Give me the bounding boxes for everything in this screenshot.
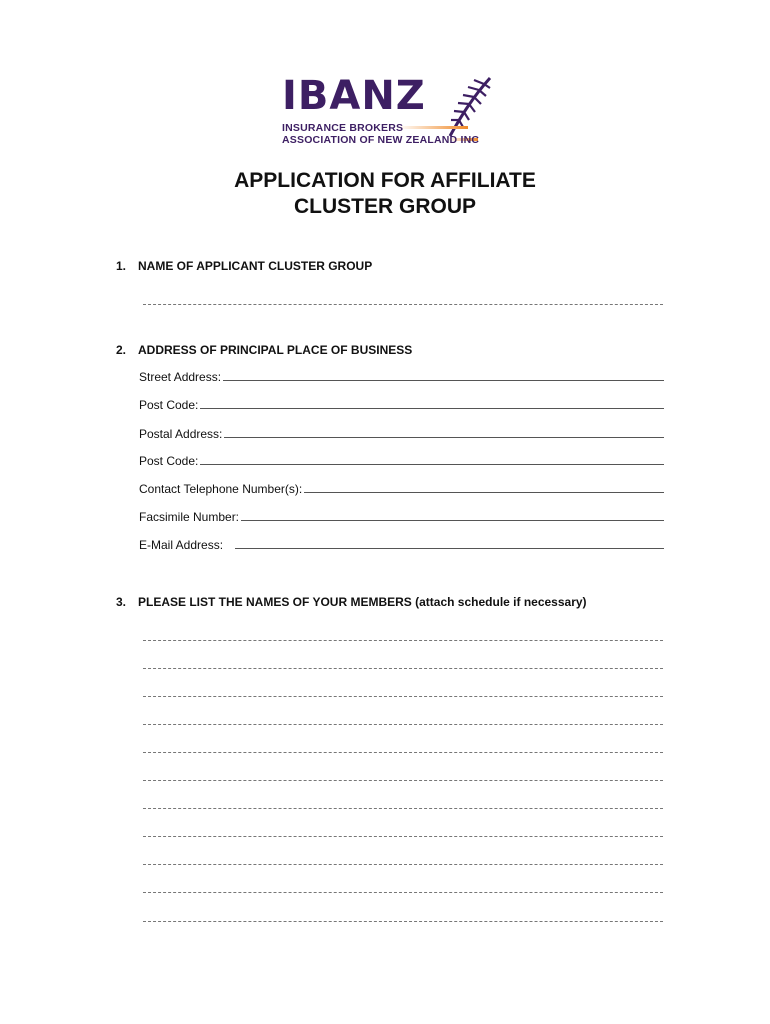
post-code-field[interactable] [139,396,664,412]
facsimile-field[interactable] [139,508,664,524]
member-line[interactable] [143,892,663,893]
telephone-field[interactable] [139,480,664,496]
section-number: 1. [116,259,127,273]
title-line-1: APPLICATION FOR AFFILIATE [234,169,536,192]
field-line[interactable] [304,491,664,493]
section-3-heading [116,595,587,609]
section-2-heading [116,343,412,357]
field-line[interactable] [241,519,664,521]
logo-tagline-1: INSURANCE BROKERS [282,122,404,134]
member-line[interactable] [143,836,663,837]
field-line[interactable] [200,407,664,409]
member-line[interactable] [143,640,663,641]
page-title [0,168,770,220]
section-title: ADDRESS OF PRINCIPAL PLACE OF BUSINESS [138,343,413,357]
email-field[interactable] [139,536,664,552]
member-line[interactable] [143,724,663,725]
member-line[interactable] [143,780,663,781]
field-label: Postal Address: [139,427,223,441]
logo-wordmark: IBANZ [282,73,426,119]
ibanz-logo [278,74,498,154]
logo-tagline-2: ASSOCIATION OF NEW ZEALAND INC [282,134,480,146]
field-label: E-Mail Address: [139,538,224,552]
postal-address-field[interactable] [139,425,664,441]
member-line[interactable] [143,668,663,669]
section-title: PLEASE LIST THE NAMES OF YOUR MEMBERS (attach schedule if necessary) [138,595,587,609]
member-line[interactable] [143,752,663,753]
member-line[interactable] [143,696,663,697]
member-line[interactable] [143,808,663,809]
field-line[interactable] [224,436,664,438]
field-label: Post Code: [139,398,199,412]
section-title: NAME OF APPLICANT CLUSTER GROUP [138,259,373,273]
field-label: Contact Telephone Number(s): [139,482,303,496]
logo-stripe [398,126,468,129]
field-label: Post Code: [139,454,199,468]
section-1-heading [116,259,372,273]
street-address-field[interactable] [139,368,664,384]
field-line[interactable] [200,463,664,465]
postal-post-code-field[interactable] [139,452,664,468]
field-label: Facsimile Number: [139,510,240,524]
section-number: 2. [116,343,127,357]
field-label: Street Address: [139,370,222,384]
field-line[interactable] [223,379,664,381]
section-number: 3. [116,595,127,609]
member-line[interactable] [143,864,663,865]
field-line[interactable] [235,547,664,549]
cluster-group-name-line[interactable] [143,304,663,305]
member-line[interactable] [143,921,663,922]
title-line-2: CLUSTER GROUP [293,195,476,218]
